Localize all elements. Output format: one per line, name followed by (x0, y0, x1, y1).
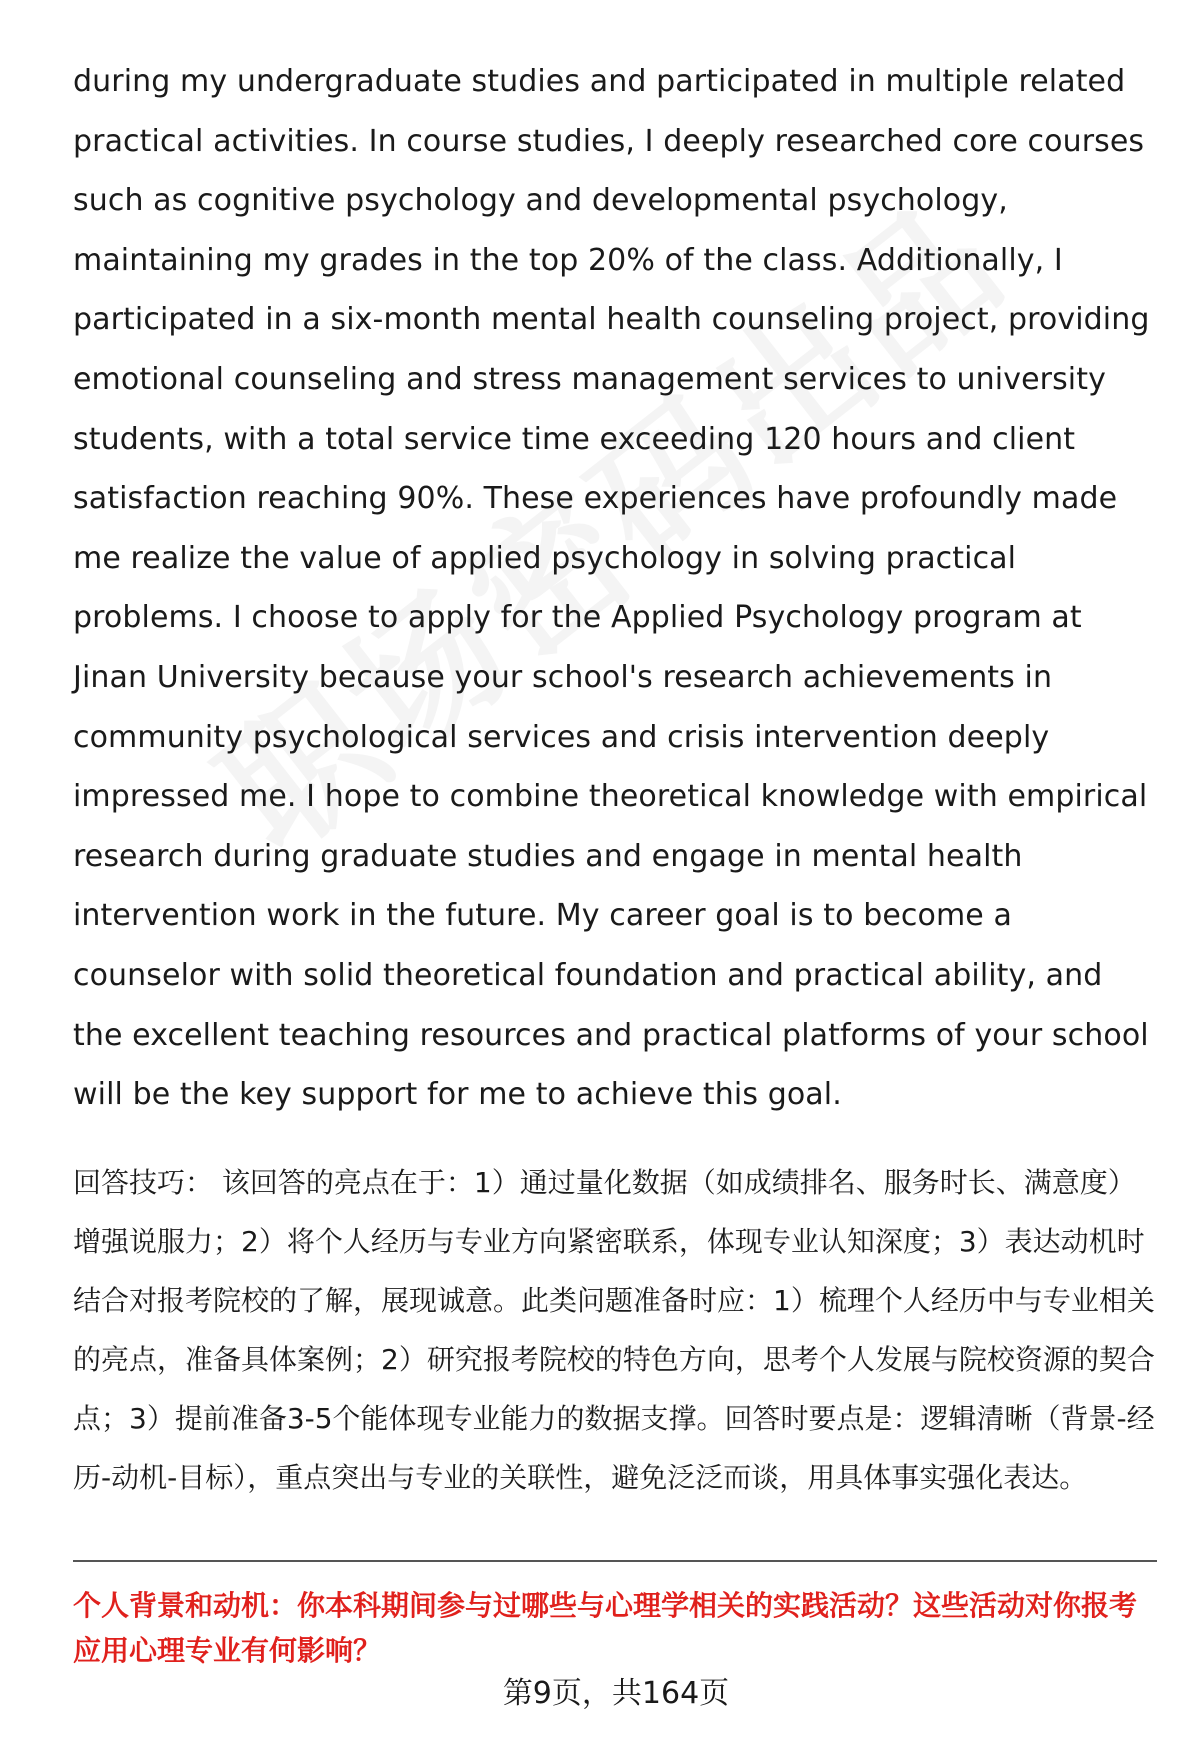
question-heading: 个人背景和动机：你本科期间参与过哪些与心理学相关的实践活动？这些活动对你报考应用心理专业有何影响？ (73, 1589, 1138, 1667)
answer-tips-paragraph: 回答技巧： 该回答的亮点在于：1）通过量化数据（如成绩排名、服务时长、满意度）增强说服力；2）将个人经历与专业方向紧密联系，体现专业认知深度；3）表达动机时结合对报考院校的了解，展现诚意。此类问题准备时应：1）梳理个人经历中与专业相关的亮点，准备具体案例；2）研究报考院校的特色方向，思考个人发展与院校资源的契合点；3）提前准备3-5个能体现专业能力的数据支撑。回答时要点是：逻辑清晰（背景-经历-动机-目标），重点突出与专业的关联性，避免泛泛而谈，用具体事实强化表达。 (73, 1165, 1155, 1494)
section-divider (73, 1560, 1157, 1562)
page-number: 第9页，共164页 (502, 1676, 730, 1711)
answer-paragraph: during my undergraduate studies and participated in multiple related practical activities. In course studies, I deeply researched core courses such as cognitive psychology and developmental psychology, maintaining my grades in the top 20% of the class. Additionally, I participated in a six-month mental health counseling project, providing emotional counseling and stress management services to university students, with a total service time exceeding 120 hours and client satisfaction reaching 90%. These experiences have profoundly made me realize the value of applied psychology in solving practical problems. I choose to apply for the Applied Psychology program at Jinan University because your school's research achievements in community psychological services and crisis intervention deeply impressed me. I hope to combine theoretical knowledge with empirical research during graduate studies and engage in mental health intervention work in the future. My career goal is to become a counselor with solid theoretical foundation and practical ability, and the excellent teaching resources and practical platforms of your school will be the key support for me to achieve this goal. (73, 64, 1150, 1113)
page-content (73, 52, 1158, 1507)
